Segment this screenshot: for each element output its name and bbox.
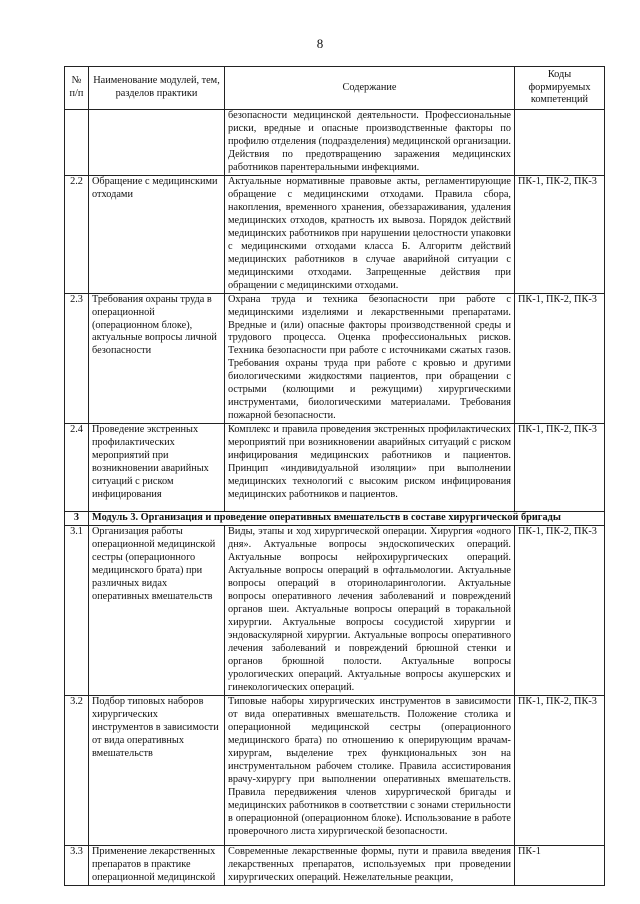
row-num: 3.3	[65, 845, 89, 885]
table-row	[65, 293, 605, 424]
row-num: 3.1	[65, 526, 89, 696]
table-row	[65, 424, 605, 512]
row-content: Современные лекарственные формы, пути и правила введения лекарственных препаратов, используемых при проведении хирургических операций. Нежелательные реакции,	[225, 845, 515, 885]
module-num: 3	[65, 512, 89, 526]
row-name: Проведение экстренных профилактических мероприятий при возникновении аварийных ситуаций с риском инфицирования	[89, 424, 225, 512]
row-codes	[515, 110, 605, 176]
row-name: Применение лекарственных препаратов в практике операционной медицинской	[89, 845, 225, 885]
table-row	[65, 110, 605, 176]
row-codes: ПК-1, ПК-2, ПК-3	[515, 293, 605, 424]
module-title: Модуль 3. Организация и проведение оперативных вмешательств в составе хирургической бригады	[89, 512, 605, 526]
row-num: 2.2	[65, 175, 89, 293]
header-codes: Коды формируемых компетенций	[515, 67, 605, 110]
row-name: Требования охраны труда в операционной (операционном блоке), актуальные вопросы личной безопасности	[89, 293, 225, 424]
row-content: Актуальные нормативные правовые акты, регламентирующие обращение с медицинскими отходами. Правила сбора, накопления, временного хранения, обеззараживания, удаления медицинских отходов, кратность их вывоза. Порядок действий медицинских работников при нарушении целостности упаковки с медицинскими отходами класса Б. Алгоритм действий медицинских работников в случае аварийной ситуации с медицинскими отходами. Запрещенные действия при обращении с медицинскими отходами.	[225, 175, 515, 293]
row-name: Организация работы операционной медицинской сестры (операционного медицинского брата) при различных видах оперативных вмешательств	[89, 526, 225, 696]
row-name: Подбор типовых наборов хирургических инструментов в зависимости от вида оперативных вмешательств	[89, 695, 225, 845]
table-row	[65, 526, 605, 696]
practice-program-table	[64, 66, 605, 886]
module-heading-row	[65, 512, 605, 526]
row-content: Охрана труда и техника безопасности при работе с медицинскими изделиями и лекарственными препаратами. Вредные и (или) опасные факторы производственной среды и трудового процесса. Оценка профессиональных рисков. Техника безопасности при работе с источниками сжатых газов. Требования охраны труда при работе с кровью и другими биологическими жидкостями пациентов, при обращении с острыми (колющими и режущими) хирургическими инструментами, биологическими материалами. Требования пожарной безопасности.	[225, 293, 515, 424]
row-num: 3.2	[65, 695, 89, 845]
row-num: 2.3	[65, 293, 89, 424]
row-codes: ПК-1, ПК-2, ПК-3	[515, 695, 605, 845]
table-row	[65, 175, 605, 293]
table-row	[65, 695, 605, 845]
row-num: 2.4	[65, 424, 89, 512]
page-number: 8	[316, 36, 324, 51]
row-codes: ПК-1, ПК-2, ПК-3	[515, 424, 605, 512]
row-content: безопасности медицинской деятельности. Профессиональные риски, вредные и опасные производственные факторы по профилю отделения (подразделения) медицинской организации. Действия по предотвращению заражения медицинских работников парентеральными инфекциями.	[225, 110, 515, 176]
row-codes: ПК-1, ПК-2, ПК-3	[515, 526, 605, 696]
header-name: Наименование модулей, тем, разделов практики	[89, 67, 225, 110]
row-name: Обращение с медицинскими отходами	[89, 175, 225, 293]
row-content: Виды, этапы и ход хирургической операции. Хирургия «одного дня». Актуальные вопросы эндоскопических операций. Актуальные вопросы нейрохирургических операций. Актуальные вопросы операций в офтальмологии. Актуальные вопросы операций в оториноларингологии. Актуальные вопросы оперативного лечения заболеваний и повреждений органов шеи. Актуальные вопросы операций в торакальной хирургии. Актуальные вопросы сосудистой хирургии и эндоваскулярной хирургии. Актуальные вопросы оперативного лечения заболеваний и повреждений брюшной стенки и органов брюшной полости. Актуальные вопросы урологических операций. Актуальные вопросы акушерских и гинекологических операций.	[225, 526, 515, 696]
header-num: № п/п	[65, 67, 89, 110]
table-header-row	[65, 67, 605, 110]
table-row	[65, 845, 605, 885]
row-name	[89, 110, 225, 176]
row-codes: ПК-1, ПК-2, ПК-3	[515, 175, 605, 293]
row-num	[65, 110, 89, 176]
row-content: Комплекс и правила проведения экстренных профилактических мероприятий при возникновении аварийных ситуаций с риском инфицирования медицинских работников и пациентов. Принцип «индивидуальной изоляции» при выполнении медицинских технологий с высоким риском инфицирования медицинских работников и пациентов.	[225, 424, 515, 512]
header-content: Содержание	[225, 67, 515, 110]
row-codes: ПК-1	[515, 845, 605, 885]
row-content: Типовые наборы хирургических инструментов в зависимости от вида оперативных вмешательств. Положение столика и операционной медицинской сестры (операционного медицинского брата) по отношению к оперирующим врачам-хирургам, выделение трех функциональных зон на инструментальном рабочем столике. Правила ассистирования врачу-хирургу при выполнении оперативных вмешательств. Правила передвижения членов хирургической бригады и медицинских работников в соответствии с зонами стерильности в операционной (операционном блоке). Использование в работе проверочного листа хирургической безопасности.	[225, 695, 515, 845]
